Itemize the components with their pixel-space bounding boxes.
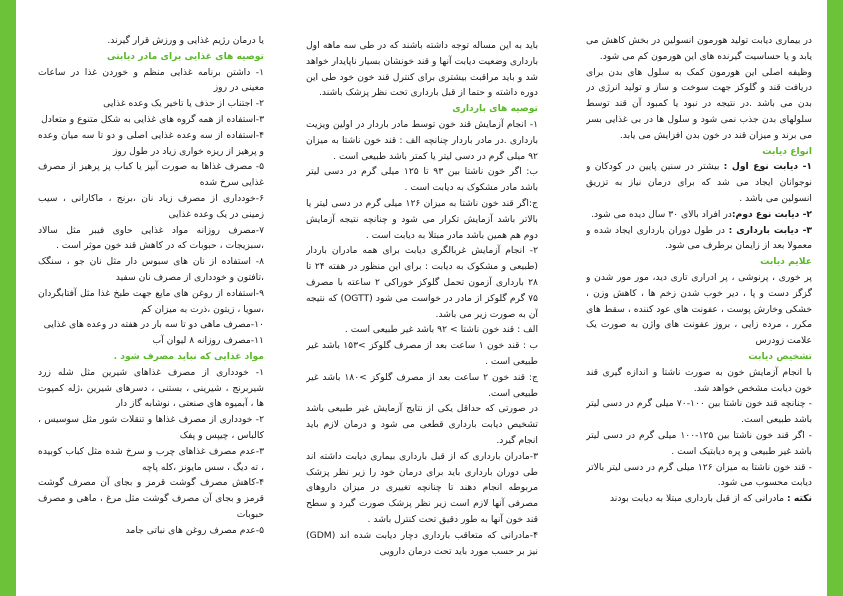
rec-2a: الف : قند خون ناشتا > ۹۲ باشد غیر طبیعی است . xyxy=(344,324,538,336)
diet-item: ۳-استفاده از همه گروه های غذایی به شکل متنوع و متعادل xyxy=(41,113,264,125)
rec-1c: ج:اگر قند خون ناشتا به میزان ۱۲۶ میلی گرم در دسی لیتر یا بالاتر باشد آزمایش تکرار می شود و چنانچه نتیجه آزمایش دوم هم همین باشد مادر مبتلا به دیابت است . xyxy=(306,197,538,241)
rec-2b: ب : قند خون ۱ ساعت بعد از مصرف گلوکز >۱۵۳ باشد غیر طبیعی است . xyxy=(306,340,538,367)
rec-1b: ب: اگر خون ناشتا بین ۹۳ تا ۱۲۵ میلی گرم در دسی لیتر باشد مادر مشکوک به دیابت است . xyxy=(306,166,538,194)
type1-paragraph xyxy=(586,159,812,206)
diet-item: ۱۱-مصرف روزانه ۸ لیوان آب xyxy=(152,335,264,347)
intro-paragraph-1: در بیماری دیابت تولید هورمون انسولین در بخش کاهش می یابد و یا حساسیت گیرنده های این هورمون کم می شود. xyxy=(586,35,812,62)
diet-item: ۴-استفاده از سه وعده غذایی اصلی و دو تا سه میان وعده و پرهیز از ریزه خواری زیاد در طول روز xyxy=(38,129,264,157)
note-paragraph xyxy=(586,491,812,507)
avoid-item: ۲- خودداری از مصرف غذاها و تنقلات شور مثل سوسیس ، کالباس ، چیپس و پفک xyxy=(38,414,264,441)
pregnancy-heading: توصیه های بارداری xyxy=(452,103,538,115)
right-column xyxy=(586,33,812,581)
note-label: نکته : xyxy=(787,493,812,505)
diagnosis-heading: تشخیص دیابت xyxy=(748,350,812,362)
diagnosis-item-3: - قند خون ناشتا به میزان ۱۲۶ میلی گرم در دسی لیتر بالاتر دیابت محسوب می شود. xyxy=(586,461,812,489)
type2-paragraph xyxy=(586,207,812,223)
type1-text: بیشتر در سنین پایین در کودکان و نوجوانان ایجاد می شد که برای درمان نیاز به تزریق انسولین می باشد . xyxy=(586,161,812,204)
type3-paragraph xyxy=(586,223,812,255)
types-heading: انواع دیابت xyxy=(762,145,812,157)
diet-item: ۹-استفاده از روغن های مایع جهت طبخ غذا مثل آفتابگردان ،سویا ، زیتون ،ذرت به میزان کم xyxy=(38,287,264,315)
type1-label: ۱- دیابت نوع اول : xyxy=(723,161,812,173)
diet-item: ۲- اجتناب از حذف یا تاخیر یک وعده غذایی xyxy=(103,98,264,110)
symptoms-text: پر خوری ، پرنوشی ، پر ادراری تاری دید، مور مور شدن و گزگز دست و پا ، دیر خوب شدن زخم ها ، کاهش وزن ، خشکی وخارش پوست ، عفونت های عود کننده ، سقط های مکرر ، مرده زایی ، بروز عفونت های واژن به صورت یک علامت زودرس xyxy=(586,271,812,347)
type2-text: در افراد بالای ۳۰ سال دیده می شود. xyxy=(591,208,732,220)
right-green-border xyxy=(827,0,843,596)
rec-1: ۱- انجام آزمایش قند خون توسط مادر باردار در اولین ویزیت بارداری .در مادر باردار چنانچه الف : قند خون ناشتا به میزان ۹۲ میلی گرم در دسی لیتر یا کمتر باشد طبیعی است . xyxy=(306,118,538,162)
middle-column xyxy=(306,38,538,586)
type3-text: در طول دوران بارداری ایجاد شده و معمولا بعد از زایمان برطرف می شود. xyxy=(586,224,812,252)
rec-2d: در صورتی که حداقل یکی از نتایج آزمایش غیر طبیعی باشد تشخیص دیابت بارداری قطعی می شود و درمان لازم باید انجام گیرد. xyxy=(306,403,538,446)
diet-item: ۵- مصرف غذاها به صورت آبپز یا کباب پز پرهیز از مصرف غذایی سرخ شده xyxy=(38,161,264,189)
diet-item: ۷-مصرف روزانه مواد غذایی حاوی فیبر مثل سالاد ،سبزیجات ، حبوبات که در کاهش قند خون موثر است . xyxy=(38,224,264,252)
avoid-item: ۵-عدم مصرف روغن های نباتی جامد xyxy=(125,524,264,536)
avoid-item: ۱- خودداری از مصرف غذاهای شیرین مثل شله زرد شیربرنج ، شیرینی ، بستنی ، دسرهای شیرین ،ژله کمپوت ها ، آبمیوه های صنعتی ، نوشابه گاز دار xyxy=(38,366,264,410)
rec-2: ۲- انجام آزمایش غربالگری دیابت برای همه مادران باردار (طبیعی و مشکوک به دیابت : برای این منظور در هفته ۲۴ تا ۲۸ بارداری آزمون تحمل گلوکز خوراکی ۲ ساعته با مصرف ۷۵ گرم گلوکز از مادر در خواست می شود (OGTT) که نتیجه آن به صورت زیر می باشد. xyxy=(306,245,538,320)
left-green-border xyxy=(0,0,16,596)
diet-item: ۱- داشتن برنامه غذایی منظم و خوردن غذا در ساعات معینی در روز xyxy=(38,66,264,94)
diet-heading: توصیه های غذایی برای مادر دیابتی xyxy=(106,50,264,62)
type2-label: ۲- دیابت نوع دوم: xyxy=(731,208,812,220)
diet-item: ۶-خودداری از مصرف زیاد نان ،برنج ، ماکارانی ، سیب زمینی در یک وعده غذایی xyxy=(38,192,264,220)
left-intro: یا درمان رژیم غذایی و ورزش قرار گیرند. xyxy=(107,35,264,46)
intro-paragraph-2: وظیفه اصلی این هورمون کمک به سلول های بدن برای دریافت قند و گلوکز جهت سوخت و ساز و تولید انرژی در بدن می باشد .در نتیجه در نبود یا کمبود آن قند توسط سلولهای بدن جذب نمی شود و سلول ها در بی غذایی بسر می برند و میزان قند در خون بدن افزایش می یابد. xyxy=(586,66,812,141)
diet-item: ۱۰-مصرف ماهی دو تا سه بار در هفته در وعده های غذایی xyxy=(43,319,264,331)
symptoms-heading: علایم دیابت xyxy=(760,256,812,268)
type3-label: ۳- دیابت بارداری : xyxy=(728,224,812,236)
note-text: مادرانی که از قبل بارداری مبتلا به دیابت بودند xyxy=(609,493,787,505)
rec-4: ۴-مادرانی که متعاقب بارداری دچار دیابت شده اند (GDM) نیز بر حسب مورد باید تحت درمان دارویی xyxy=(306,529,538,557)
avoid-heading: مواد غذایی که نباید مصرف شود . xyxy=(113,350,264,362)
diagnosis-item-2: - اگر قند خون ناشتا بین ۱۲۵-۱۰۰ میلی گرم در دسی لیتر باشد غیر طبیعی و پره دیابتیک است . xyxy=(586,429,812,457)
diagnosis-intro: با انجام آزمایش خون به صورت ناشتا و اندازه گیری قند خون دیابت مشخص خواهد شد. xyxy=(586,366,812,394)
diet-item: ۸- استفاده از نان های سبوس دار مثل نان جو ، سنگک ،تافتون و خودداری از مصرف نان سفید xyxy=(38,256,264,283)
rec-3: ۳-مادران بارداری که از قبل بارداری بیماری دیابت داشته اند طی دوران بارداری باید برای درمان خود را زیر نظر پزشک مربوطه انجام دهند تا چنانچه تغییری در میزان داروهای مصرفی آنها لازم است زیر نظر پزشک صورت گیرد و سطح قند خون آنها به طور دقیق تحت کنترل باشد . xyxy=(306,450,538,525)
left-column xyxy=(38,33,264,581)
avoid-item: ۳-عدم مصرف غذاهای چرب و سرخ شده مثل کباب کوبیده ، ته دیگ ، سس مایونز ،کله پاچه xyxy=(38,445,264,473)
middle-intro: باید به این مساله توجه داشته باشند که در طی سه ماهه اول بارداری وضعیت دیابت آنها و قند خونشان بسیار ناپایدار خواهد شد و باید مراقبت بیشتری برای کنترل قند خون خود طی این دوره داشته و حتما از قبل بارداری تحت نظر پزشک باشند. xyxy=(306,40,538,99)
rec-2c: ج: قند خون ۲ ساعت بعد از مصرف گلوکز >۱۸۰ باشد غیر طبیعی است. xyxy=(306,371,538,399)
avoid-item: ۴-کاهش مصرف گوشت قرمز و بجای آن مصرف گوشت قرمز و بجای آن مصرف گوشت مثل مرغ ، ماهی و مصرف حبوبات xyxy=(38,477,264,520)
diagnosis-item-1: - چنانچه قند خون ناشتا بین ۱۰۰-۷۰ میلی گرم در دسی لیتر باشد طبیعی است. xyxy=(586,398,812,426)
